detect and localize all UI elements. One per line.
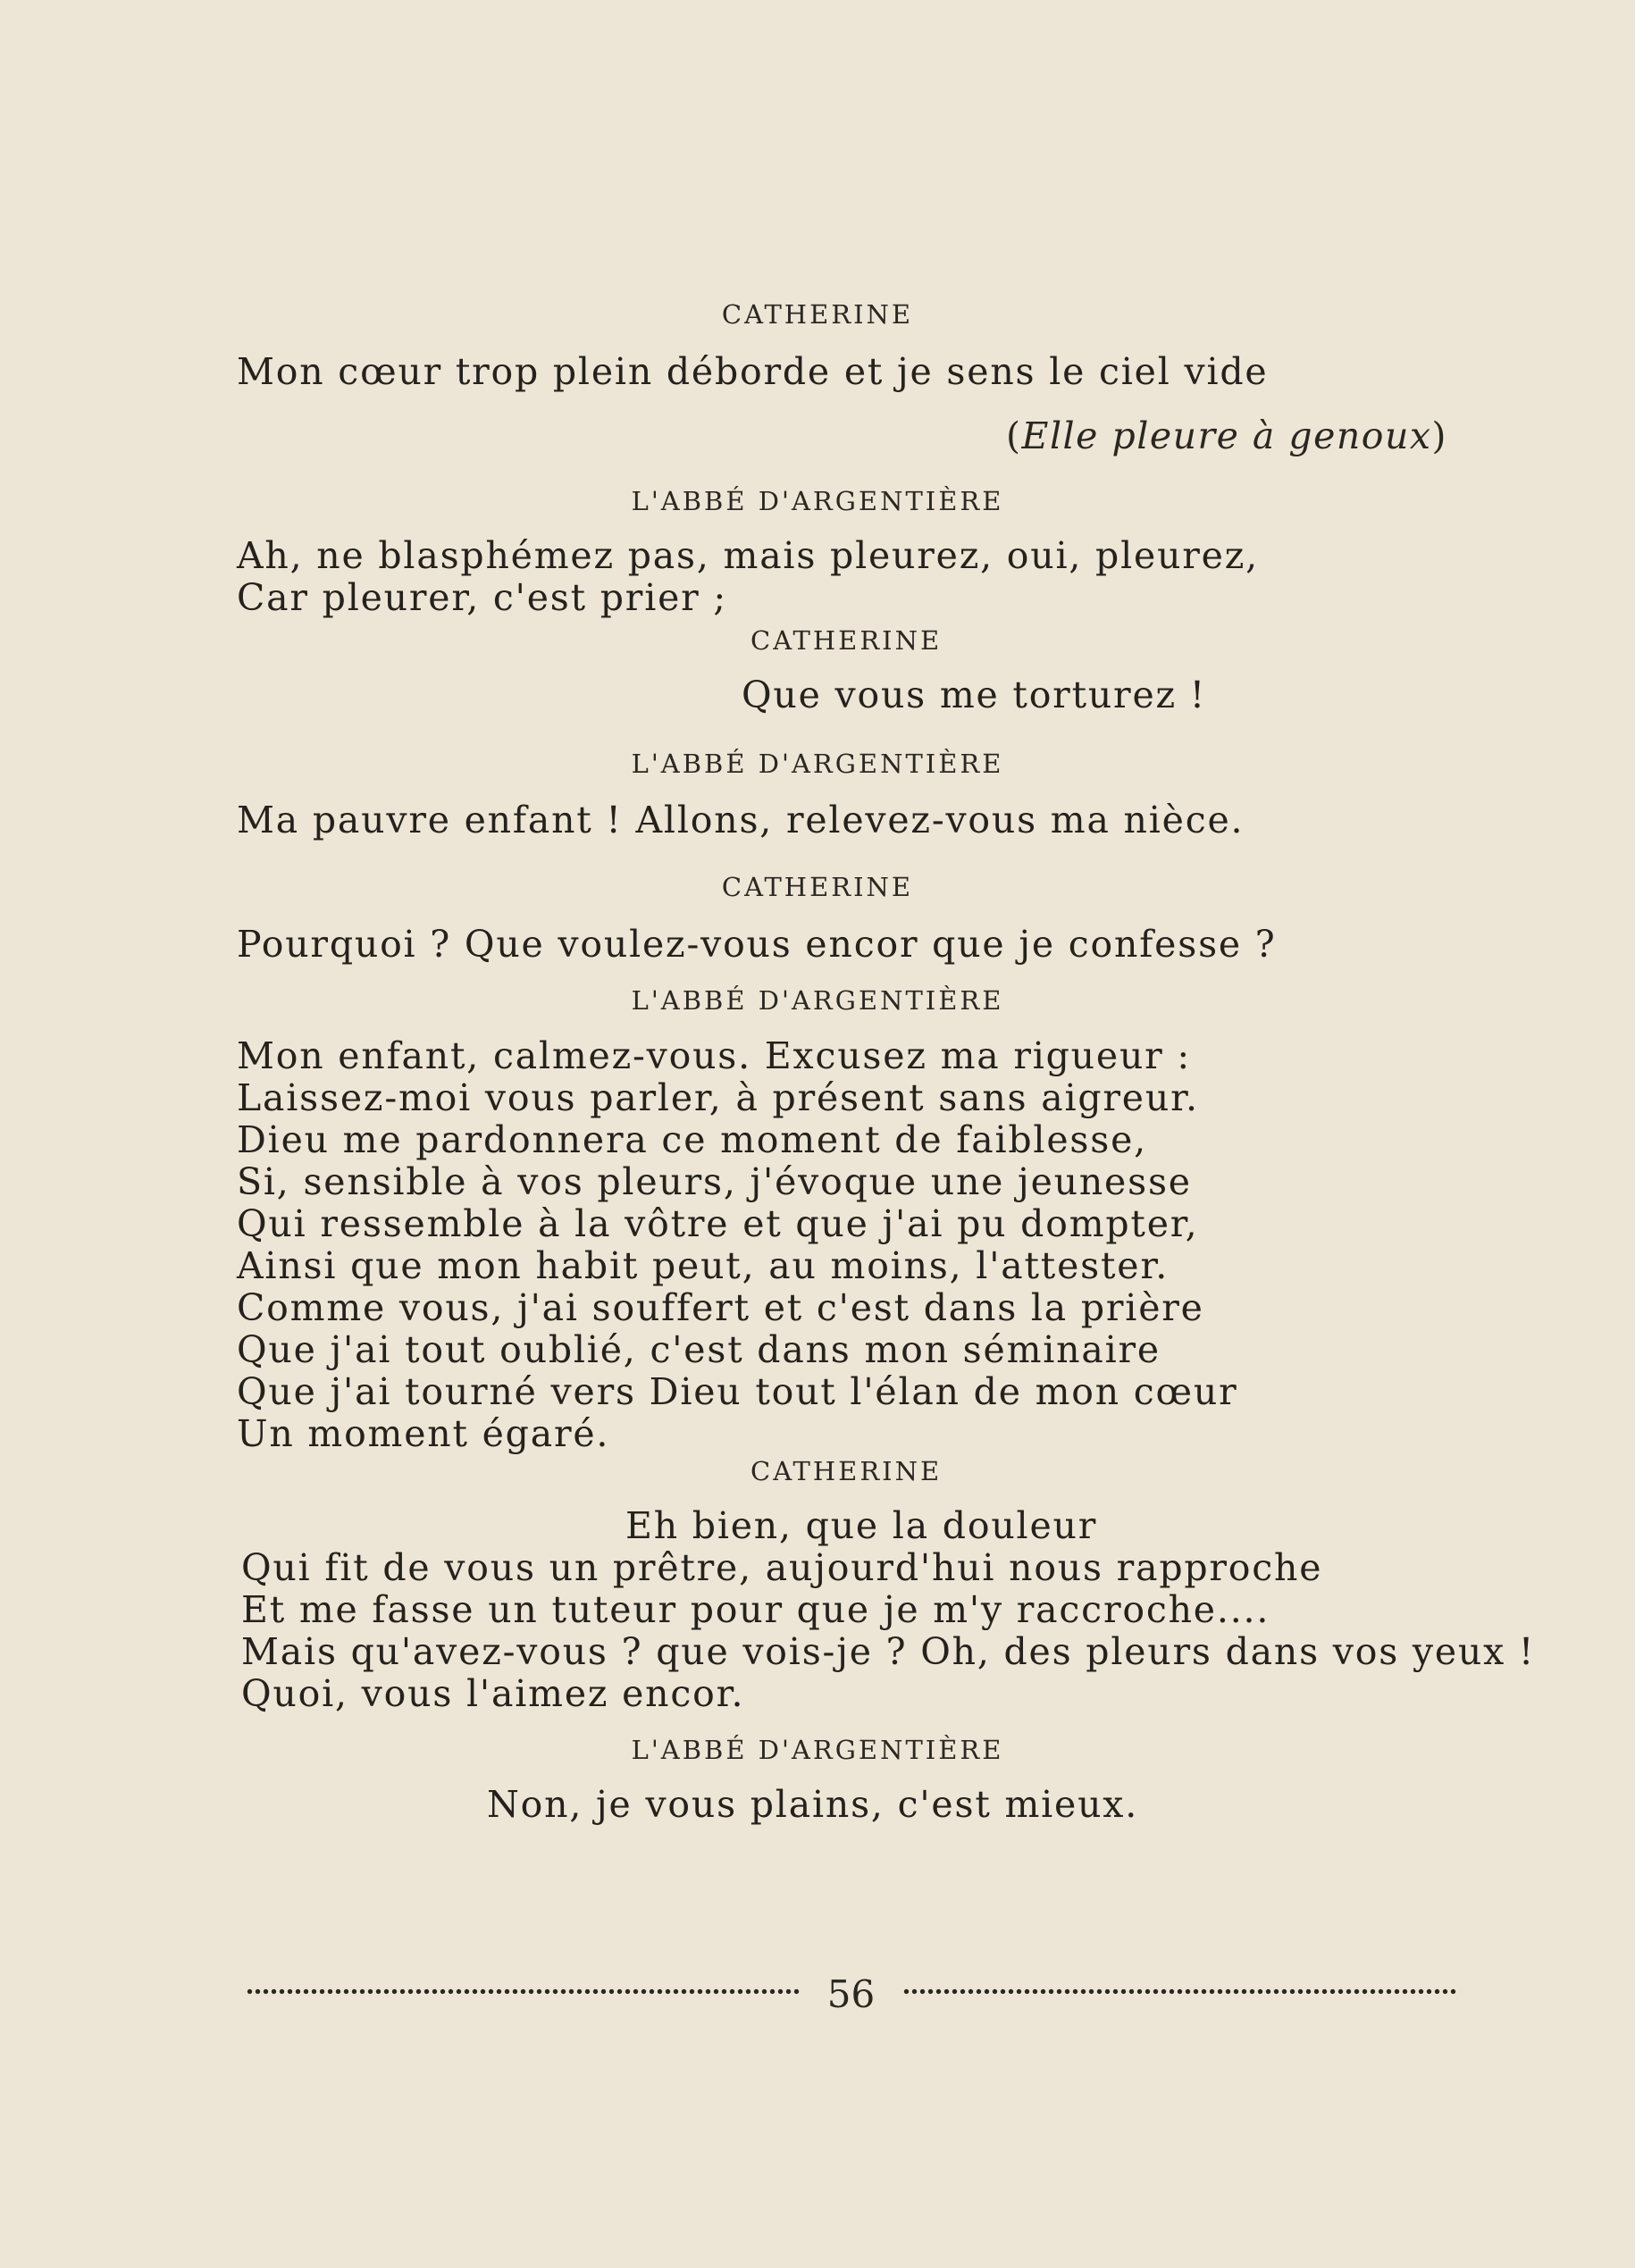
- verse-line: Quoi, vous l'aimez encor.: [241, 1672, 745, 1715]
- verse-line: Laissez-moi vous parler, à présent sans aigreur.: [237, 1076, 1199, 1119]
- speaker-name: L'ABBÉ D'ARGENTIÈRE: [631, 749, 1004, 779]
- speaker-name: L'ABBÉ D'ARGENTIÈRE: [631, 486, 1004, 516]
- speaker-name: CATHERINE: [750, 1456, 943, 1486]
- verse-line: Comme vous, j'ai souffert et c'est dans la prière: [237, 1286, 1204, 1329]
- verse-line: Ah, ne blasphémez pas, mais pleurez, oui, pleurez,: [237, 534, 1259, 577]
- verse-line: Que j'ai tourné vers Dieu tout l'élan de mon cœur: [237, 1370, 1238, 1413]
- verse-line: Que j'ai tout oublié, c'est dans mon séminaire: [237, 1328, 1161, 1371]
- verse-line: Car pleurer, c'est prier ;: [237, 576, 728, 619]
- verse-line: Ainsi que mon habit peut, au moins, l'attester.: [237, 1244, 1170, 1287]
- speaker-name: CATHERINE: [721, 872, 914, 902]
- verse-line: Que vous me torturez !: [742, 674, 1207, 716]
- verse-line: Mon enfant, calmez-vous. Excusez ma rigueur :: [237, 1034, 1192, 1077]
- dotted-rule-right: [902, 1988, 1456, 1995]
- verse-line: Pourquoi ? Que voulez-vous encor que je confesse ?: [237, 923, 1277, 966]
- verse-line: Un moment égaré.: [237, 1412, 610, 1455]
- stage-direction: (Elle pleure à genoux): [1006, 414, 1447, 457]
- verse-line: Eh bien, que la douleur: [625, 1504, 1098, 1547]
- verse-line: Si, sensible à vos pleurs, j'évoque une jeunesse: [237, 1160, 1192, 1203]
- verse-line: Mon cœur trop plein déborde et je sens le ciel vide: [237, 350, 1269, 393]
- verse-line: Qui ressemble à la vôtre et que j'ai pu dompter,: [237, 1202, 1199, 1245]
- verse-line: Dieu me pardonnera ce moment de faiblesse,: [237, 1118, 1147, 1161]
- verse-line: Non, je vous plains, c'est mieux.: [487, 1783, 1139, 1826]
- page-footer: [246, 1972, 1456, 2016]
- speaker-name: CATHERINE: [750, 625, 943, 656]
- speaker-name: L'ABBÉ D'ARGENTIÈRE: [631, 1735, 1004, 1765]
- verse-line: Qui fit de vous un prêtre, aujourd'hui nous rapproche: [241, 1546, 1323, 1589]
- verse-line: Mais qu'avez-vous ? que vois-je ? Oh, des pleurs dans vos yeux !: [241, 1630, 1536, 1673]
- page-number: 56: [826, 1972, 876, 2016]
- verse-line: Et me fasse un tuteur pour que je m'y raccroche....: [241, 1588, 1270, 1631]
- speaker-name: CATHERINE: [721, 299, 914, 330]
- stage-direction-text: Elle pleure à genoux: [1021, 414, 1432, 457]
- speaker-name: L'ABBÉ D'ARGENTIÈRE: [631, 985, 1004, 1016]
- verse-line: Ma pauvre enfant ! Allons, relevez-vous ma nièce.: [237, 799, 1245, 841]
